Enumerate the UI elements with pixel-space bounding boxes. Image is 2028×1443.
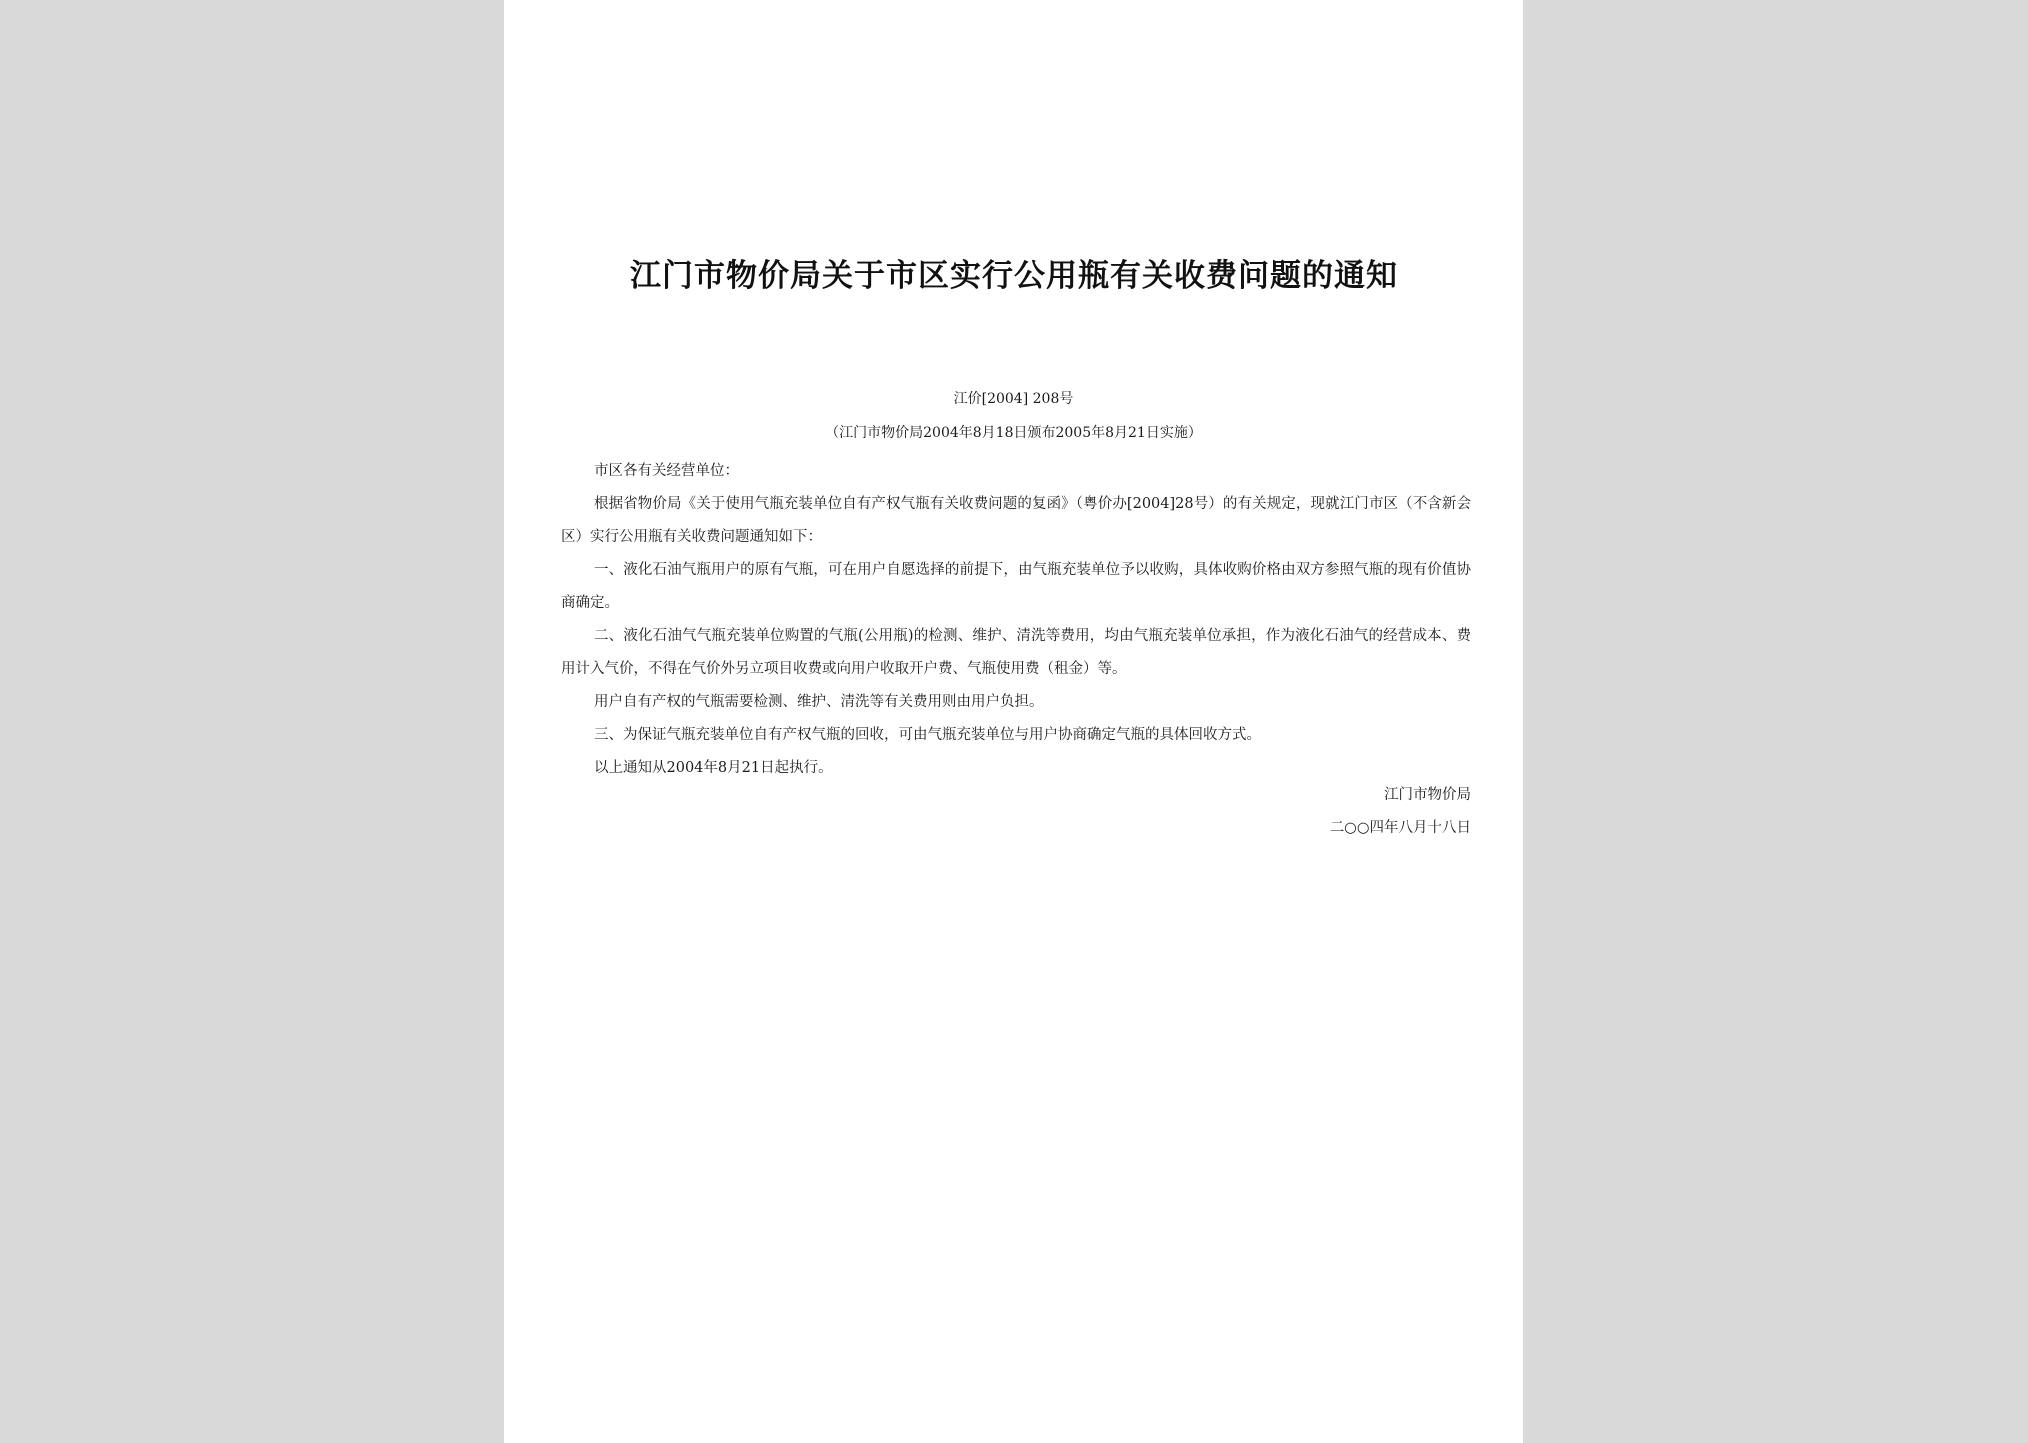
signature-block [1330,779,1471,845]
paragraph: 用户自有产权的气瓶需要检测、维护、清洗等有关费用则由用户负担。 [594,694,1044,710]
issue-date: 二○○四年八月十八日 [1329,820,1471,836]
paragraph: 以上通知从2004年8月21日起执行。 [594,760,833,776]
document-number: 江价[2004] 208号 [953,391,1074,407]
paragraph: 根据省物价局《关于使用气瓶充装单位自有产权气瓶有关收费问题的复函》（粤价办[2004]28号）的有关规定，现就江门市区（不含新会区）实行公用瓶有关收费问题通知如下： [561,496,1471,545]
paragraph: 三、为保证气瓶充装单位自有产权气瓶的回收，可由气瓶充装单位与用户协商确定气瓶的具体回收方式。 [594,727,1261,743]
paragraph: 一、液化石油气瓶用户的原有气瓶，可在用户自愿选择的前提下，由气瓶充装单位予以收购，具体收购价格由双方参照气瓶的现有价值协商确定。 [561,562,1471,611]
paragraph: 二、液化石油气气瓶充装单位购置的气瓶(公用瓶)的检测、维护、清洗等费用，均由气瓶充装单位承担，作为液化石油气的经营成本、费用计入气价，不得在气价外另立项目收费或向用户收取开户费、气瓶使用费（租金）等。 [561,628,1471,677]
document-title: 江门市物价局关于市区实行公用瓶有关收费问题的通知 [630,258,1398,294]
salutation: 市区各有关经营单位： [594,463,739,479]
document-body [561,455,1471,785]
issuer: 江门市物价局 [1384,787,1471,803]
document-page [504,0,1523,1443]
document-meta: （江门市物价局2004年8月18日颁布2005年8月21日实施） [825,425,1202,441]
